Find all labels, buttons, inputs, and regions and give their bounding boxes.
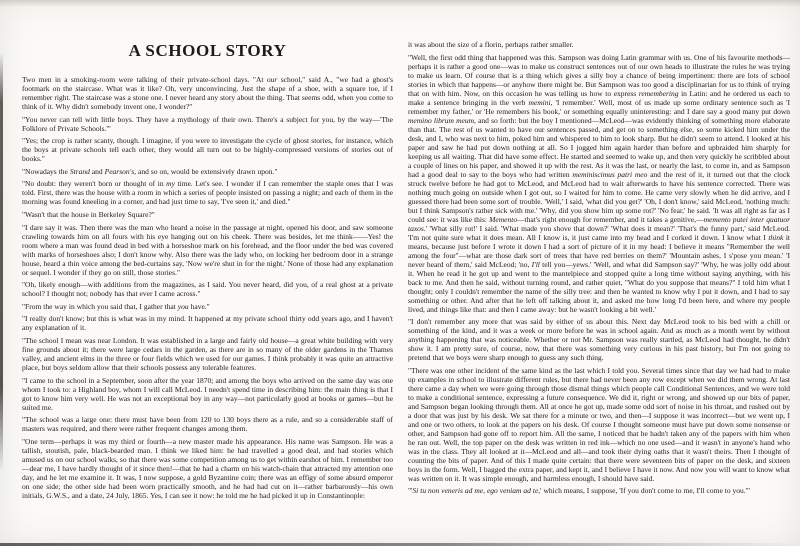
paragraph: Two men in a smoking-room were talking of their private-school days. "At our school," said A., "we had a ghost's footmark on the staircase. What was it like? Oh, very unconvincing. Just the shape of a shoe, with a square toe, if I remember right. The staircase was a stone one. I never heard any story about the thing. That seems odd, when you come to think of it. Why didn't somebody invent one, I wonder?" (22, 75, 393, 111)
paragraph: "You never can tell with little boys. They have a mythology of their own. There's a subject for you, by the way—'The Folklore of Private Schools.'" (22, 114, 393, 133)
left-column-text (22, 75, 393, 500)
paragraph: "I really don't know; but this is what was in my mind. It happened at my private school thirty odd years ago, and I haven't any explanation of it. (22, 314, 393, 333)
paragraph: "There was one other incident of the same kind as the last which I told you. Several times since that day we had had to make up examples in school to illustrate different rules, but there had never been any row except when we did them wrong. At last there came a day when we were going through those dismal things which people call Conditional Sentences, and we were told to make a conditional sentence, expressing a future consequence. We did it, right or wrong, and showed up our bits of paper, and Sampson began looking through them. All at once he got up, made some odd sort of noise in his throat, and rushed out by a door that was just by his desk. We sat there for a minute or two, and then—I suppose it was incorrect—but we went up, I and one or two others, to look at the papers on his desk. Of course I thought someone must have put down some nonsense or other, and Sampson had gone off to report him. All the same, I noticed that he hadn't taken any of the papers with him when he ran out. Well, the top paper on the desk was written in red ink—which no one used—and it wasn't in anyone's hand who was in the class. They all looked at it—McLeod and all—and took their dying oaths that it wasn't theirs. Then I thought of counting the bits of paper. And of this I made quite certain: that there were seventeen bits of paper on the desk, and sixteen boys in the form. Well, I bagged the extra paper, and kept it, and I believe I have it now. And now you will want to know what was written on it. It was simple enough, and harmless enough, I should have said. (408, 365, 790, 483)
paragraph: "I don't remember any more that was said by either of us about this. Next day McLeod took to his bed with a chill or something of the kind, and it was a week or more before he was in school again. And as much as a month went by without anything happening that was noticeable. Whether or not Mr. Sampson was really startled, as McLeod had thought, he didn't show it. I am pretty sure, of course, now, that there was something very curious in his past history, but I'm not going to pretend that we boys were sharp enough to guess any such thing. (408, 317, 790, 363)
left-column (22, 40, 393, 500)
paragraph: "Nowadays the Strand and Pearson's, and so on, would be extensively drawn upon." (22, 166, 278, 176)
paragraph: it was about the size of a florin, perhaps rather smaller. (408, 40, 574, 49)
scan-shadow-top (0, 0, 800, 7)
paragraph: "The school I mean was near London. It was established in a large and fairly old house—a great white building with very fine grounds about it; there were large cedars in the garden, as there are in so many of the older gardens in the Thames valley, and ancient elms in the three or four fields which we used for our games. I think probably it was quite an attractive place, but boys seldom allow that their schools possess any tolerable features. (22, 335, 393, 372)
paragraph: "One term—perhaps it was my third or fourth—a new master made his appearance. His name was Sampson. He was a tallish, stoutish, pale, black-bearded man. I think we liked him: he had travelled a good deal, and had stories which amused us on our school walks, so that there was some competition among us to get within earshot of him. I remember too—dear me, I have hardly thought of it since then!—that he had a charm on his watch-chain that attracted my attention one day, and he let me examine it. It was, I now suppose, a gold Byzantine coin; there was an effigy of some absurd emperor on one side; the other side had been worn practically smooth, and he had had cut on it—rather barbarously—his own initials, G.W.S., and a date, 24 July, 1865. Yes, I can see it now: he told me he had picked it up in Constantinople: (22, 436, 393, 500)
paragraph: "I dare say it was. Then there was the man who heard a noise in the passage at night, opened his door, and saw someone crawling towards him on all fours with his eye hanging out on his cheek. There was besides, let me think——Yes! the room where a man was found dead in bed with a horseshoe mark on his forehead, and the floor under the bed was covered with marks of horseshoes also; I don't know why. Also there was the lady who, on locking her bedroom door in a strange house, heard a thin voice among the bed-curtains say, 'Now we're shut in for the night.' None of those had any explanation or sequel. I wonder if they go on still, those stories." (22, 222, 393, 277)
right-column-text (408, 40, 790, 495)
paragraph: "From the way in which you said that, I gather that you have." (22, 301, 210, 311)
right-column (408, 40, 790, 495)
paragraph: "Well, the first odd thing that happened was this. Sampson was doing Latin grammar with us. One of his favourite methods—perhaps it is rather a good one—was to make us construct sentences out of our own heads to illustrate the rules he was trying to make us learn. Of course that is a thing which gives a silly boy a chance of being impertinent: there are lots of school stories in which that happens—or anyhow there might be. But Sampson was too good a disciplinarian for us to think of trying that on with him. Now, on this occasion he was telling us how to express remembering in Latin: and he ordered us each to make a sentence bringing in the verb memini, 'I remember.' Well, most of us made up some ordinary sentence such as 'I remember my father,' or 'He remembers his book,' or something equally uninteresting: and I dare say a good many put down memino librum meum, and so forth: but the boy I mentioned—McLeod—was evidently thinking of something more elaborate than that. The rest of us wanted to have our sentences passed, and get on to something else, so some kicked him under the desk, and I, who was next to him, poked him and whispered to him to look sharp. But he didn't seem to attend. I looked at his paper and saw he had put down nothing at all. So I jogged him again harder than before and upbraided him sharply for keeping us all waiting. That did have some effect. He started and seemed to wake up, and then very quickly he scribbled about a couple of lines on his paper, and showed it up with the rest. As it was the last, or nearly the last, to come in, and as Sampson had a good deal to say to the boys who had written meminiscimus patri meo and the rest of it, it turned out that the clock struck twelve before he had got to McLeod, and McLeod had to wait afterwards to have his sentence corrected. There was nothing much going on outside when I got out, so I waited for him to come. He came very slowly when he did arrive, and I guessed there had been some sort of trouble. 'Well,' I said, 'what did you get?' 'Oh, I don't know,' said McLeod, 'nothing much: but I think Sampson's rather sick with me.' 'Why, did you show him up some rot?' 'No fear,' he said. 'It was all right as far as I could see: it was like this: Memento—that's right enough for remember, and it takes a genitive,—memento putei inter quatuor taxos.' 'What silly rot!' I said. 'What made you shove that down?' 'What does it mean?' 'That's the funny part,' said McLeod. 'I'm not quite sure what it does mean. All I know is, it just came into my head and I corked it down. I know what I think it means, because just before I wrote it down I had a sort of picture of it in my head: I believe it means "Remember the well among the four"—what are those dark sort of trees that have red berries on them?' 'Mountain ashes, I s'pose you mean.' 'I never heard of them,' said McLeod; 'no, I'll tell you—yews.' 'Well, and what did Sampson say?' 'Why, he was jolly odd about it. When he read it he got up and went to the mantelpiece and stopped quite a long time without saying anything, with his back to me. And then he said, without turning round, and rather quiet, "What do you suppose that means?" I told him what I thought; only I couldn't remember the name of the silly tree: and then he wanted to know why I put it down, and I had to say something or other. And after that he left off talking about it, and asked me how long I'd been here, and where my people lived, and things like that: and then I came away: but he wasn't looking a bit well.' (408, 52, 791, 314)
paragraph: "No doubt: they weren't born or thought of in my time. Let's see. I wonder if I can remember the staple ones that I was told. First, there was the house with a room in which a series of people insisted on passing a night; and each of them in the morning was found kneeling in a corner, and had just time to say, 'I've seen it,' and died." (22, 179, 393, 207)
paragraph: "'Si tu non veneris ad me, ego veniam ad te,' which means, I suppose, 'If you don't come to me, I'll come to you.'" (408, 486, 751, 496)
scan-shadow-left (0, 52, 3, 472)
paragraph: "Wasn't that the house in Berkeley Square?" (22, 209, 155, 219)
story-title: A SCHOOL STORY (128, 41, 287, 60)
paragraph: "The school was a large one: there must have been from 120 to 130 boys there as a rule, and so a considerable staff of masters was required, and there were rather frequent changes among them. (22, 415, 393, 434)
paragraph: "Yes; the crop is rather scanty, though. I imagine, if you were to investigate the cycle of ghost stories, for instance, which the boys at private schools tell each other, they would all turn out to be highly-compressed versions of stories out of books." (22, 136, 393, 164)
paragraph: "I came to the school in a September, soon after the year 1870; and among the boys who arrived on the same day was one whom I took to: a Highland boy, whom I will call McLeod. I needn't spend time in describing him: the main thing is that I got to know him very well. He was not an exceptional boy in any way—not particularly good at books or games—but he suited me. (22, 375, 393, 412)
paragraph: "Oh, likely enough—with additions from the magazines, as I said. You never heard, did you, of a real ghost at a private school? I thought not; nobody has that ever I came across." (22, 280, 393, 299)
